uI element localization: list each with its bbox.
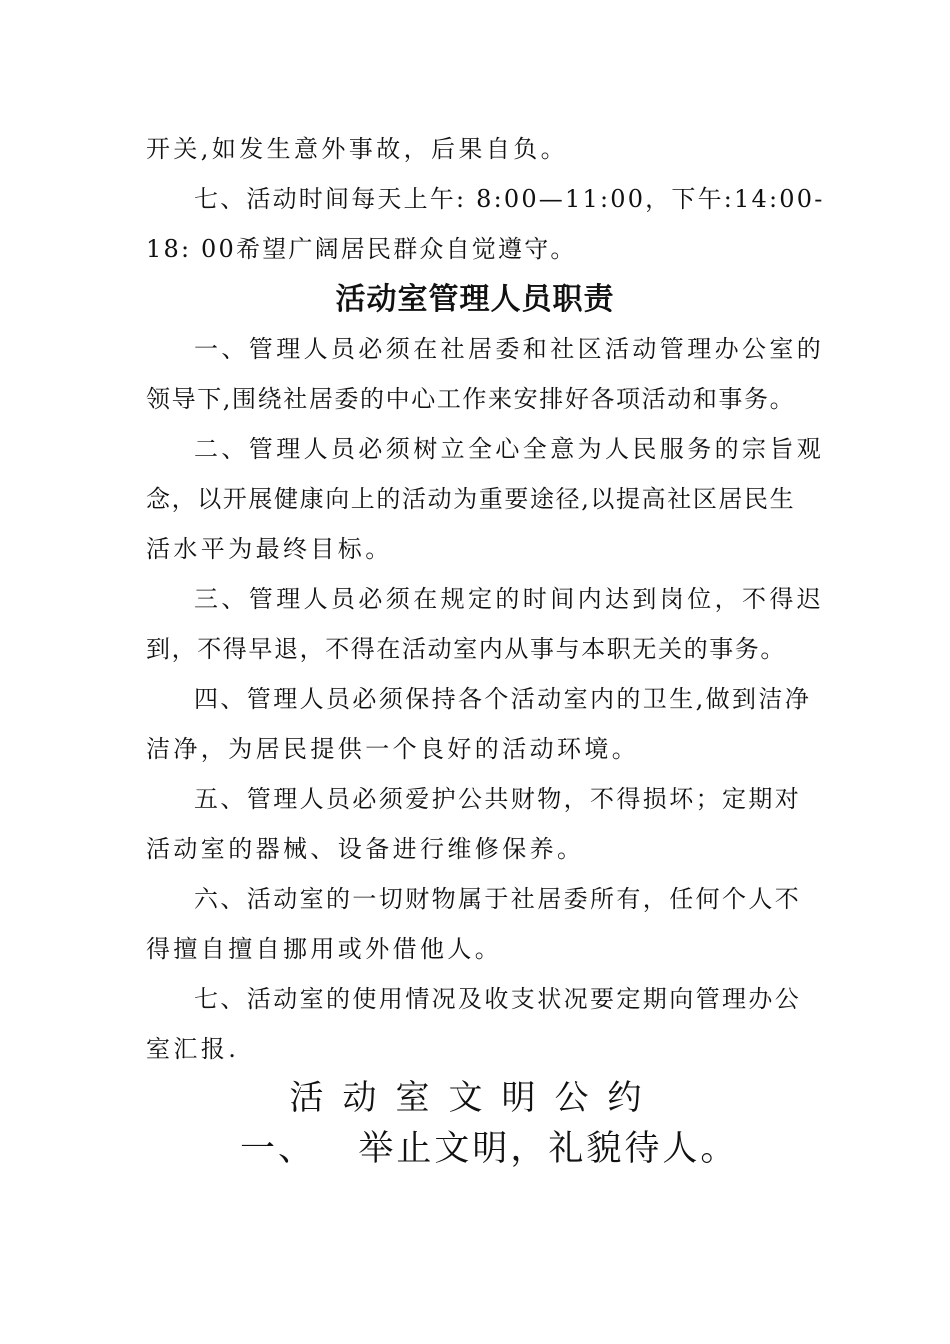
- paragraph-line: 念，以开展健康向上的活动为重要途径,以提高社区居民生: [146, 485, 796, 513]
- paragraph-line: 到，不得早退，不得在活动室内从事与本职无关的事务。: [146, 635, 786, 663]
- paragraph-line: 领导下,围绕社居委的中心工作来安排好各项活动和事务。: [146, 385, 796, 413]
- text-line: 18: 00希望广阔居民群众自觉遵守。: [146, 235, 577, 263]
- paragraph-line: 活水平为最终目标。: [146, 535, 393, 563]
- paragraph-line: 一、管理人员必须在社居委和社区活动管理办公室的: [194, 335, 825, 363]
- paragraph-line: 四、管理人员必须保持各个活动室内的卫生,做到洁净: [194, 685, 812, 713]
- text-line: 开关,如发生意外事故，后果自负。: [146, 135, 569, 163]
- paragraph-line: 三、管理人员必须在规定的时间内达到岗位，不得迟: [194, 585, 825, 613]
- paragraph-line: 五、管理人员必须爱护公共财物，不得损坏；定期对: [194, 785, 802, 813]
- text-line: 七、活动时间每天上午: 8:00—11:00，下午:14:00-: [194, 185, 825, 213]
- paragraph-line: 二、管理人员必须树立全心全意为人民服务的宗旨观: [194, 435, 825, 463]
- paragraph-line: 七、活动室的使用情况及收支状况要定期向管理办公: [194, 985, 802, 1013]
- section-title: 活动室管理人员职责: [335, 282, 615, 317]
- paragraph-line: 得擅自擅自挪用或外借他人。: [146, 935, 503, 963]
- section-title: 活动室文明公约: [289, 1078, 661, 1118]
- paragraph-line: 六、活动室的一切财物属于社居委所有，任何个人不: [194, 885, 802, 913]
- paragraph-line: 室汇报.: [146, 1035, 240, 1063]
- pledge-item: 一、 举止文明，礼貌待人。: [240, 1129, 739, 1169]
- paragraph-line: 活动室的器械、设备进行维修保养。: [146, 835, 585, 863]
- paragraph-line: 洁净，为居民提供一个良好的活动环境。: [146, 735, 640, 763]
